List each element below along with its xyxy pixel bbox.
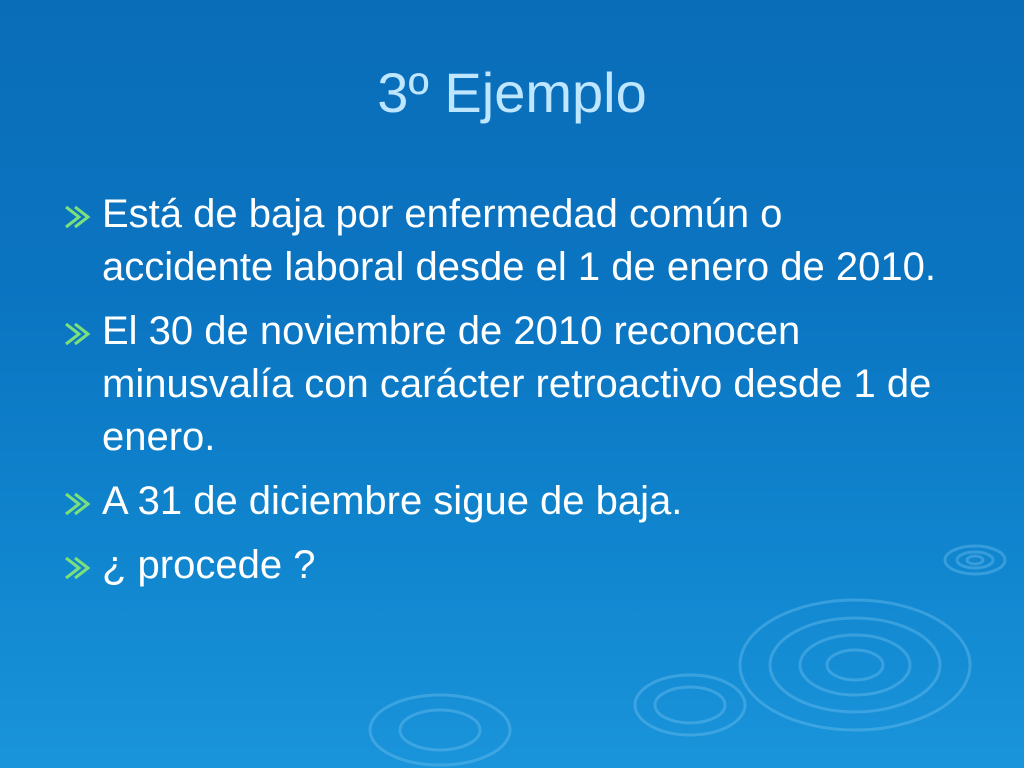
arrow-bullet-icon: [62, 555, 92, 581]
bullet-text: A 31 de diciembre sigue de baja.: [102, 479, 683, 523]
arrow-bullet-icon: [62, 491, 92, 517]
bullet-text: Está de baja por enfermedad común o accidente laboral desde el 1 de enero de 2010.: [102, 192, 936, 289]
arrow-bullet-icon: [62, 321, 92, 347]
bullet-list: [62, 188, 962, 603]
arrow-bullet-icon: [62, 204, 92, 230]
bullet-item: [62, 305, 962, 464]
bullet-text: ¿ procede ?: [102, 543, 316, 587]
bullet-item: [62, 475, 962, 528]
bullet-item: [62, 188, 962, 294]
bullet-text: El 30 de noviembre de 2010 reconocen minusvalía con carácter retroactivo desde 1 de enero.: [102, 309, 932, 459]
slide-title: 3º Ejemplo: [377, 61, 647, 124]
bullet-item: [62, 539, 962, 592]
